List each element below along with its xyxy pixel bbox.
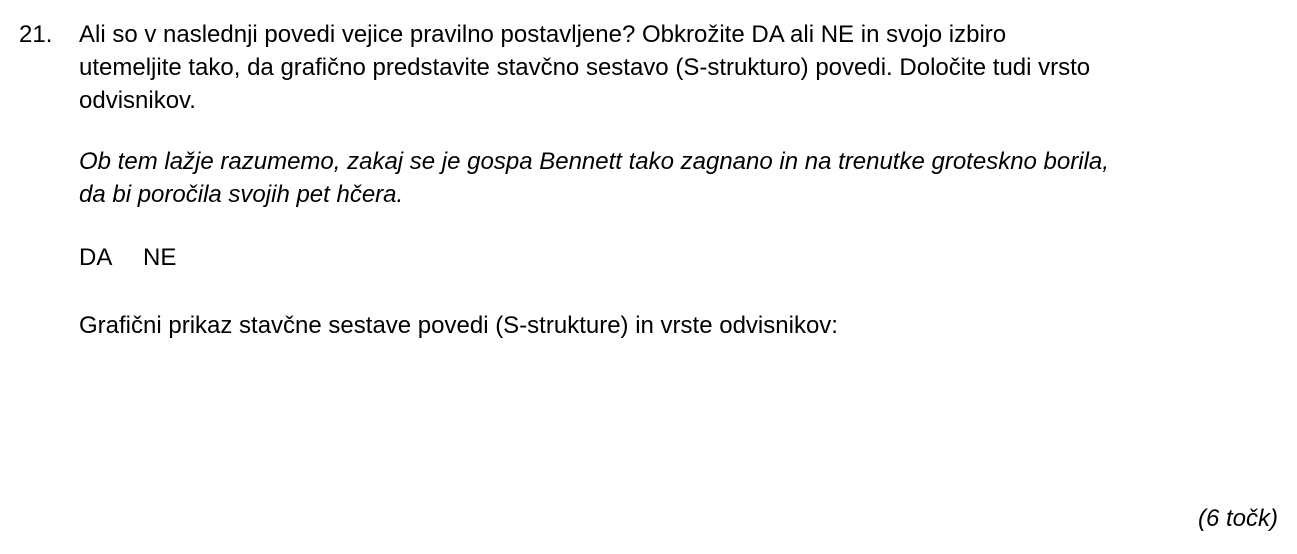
diagram-instruction: Grafični prikaz stavčne sestave povedi (S-strukture) in vrste odvisnikov: bbox=[79, 312, 838, 339]
option-da[interactable]: DA bbox=[79, 244, 113, 271]
question-prompt bbox=[79, 18, 1279, 117]
points-label: (6 točk) bbox=[1197, 505, 1278, 532]
answer-area[interactable] bbox=[79, 360, 1259, 490]
sentence-line: da bi poročila svojih pet hčera. bbox=[79, 181, 404, 208]
prompt-line: Ali so v naslednji povedi vejice pravilno postavljene? Obkrožite DA ali NE in svojo izbiro bbox=[79, 21, 1007, 48]
sentence-line: Ob tem lažje razumemo, zakaj se je gospa Bennett tako zagnano in na trenutke groteskno borila, bbox=[79, 148, 1109, 175]
example-sentence bbox=[79, 145, 1279, 211]
answer-options bbox=[79, 241, 176, 274]
option-ne[interactable]: NE bbox=[143, 244, 177, 271]
question-number: 21. bbox=[19, 21, 53, 48]
prompt-line: utemeljite tako, da grafično predstavite stavčno sestavo (S-strukturo) povedi. Določite tudi vrsto bbox=[79, 54, 1091, 81]
prompt-line: odvisnikov. bbox=[79, 87, 196, 114]
